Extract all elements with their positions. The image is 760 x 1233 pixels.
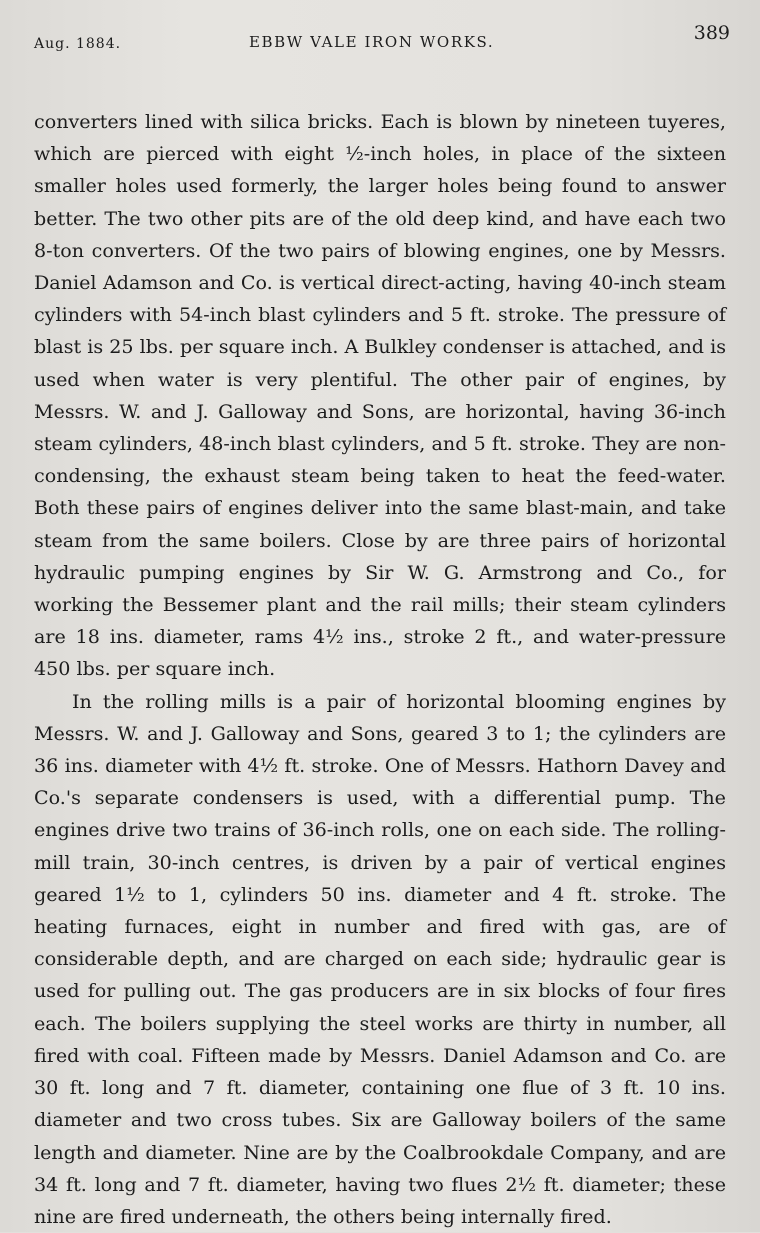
running-head	[34, 20, 736, 68]
paragraph-continuation: converters lined with silica bricks. Each is blown by nineteen tuyeres, which are pierced with eight ½-inch holes, in place of the sixteen smaller holes used formerly, the larger holes being found to answer better. The two other pits are of the old deep kind, and have each two 8-ton converters. Of the two pairs of blowing engines, one by Messrs. Daniel Adamson and Co. is vertical direct-acting, having 40-inch steam cylinders with 54-inch blast cylinders and 5 ft. stroke. The pressure of blast is 25 lbs. per square inch. A Bulkley condenser is attached, and is used when water is very plentiful. The other pair of engines, by Messrs. W. and J. Galloway and Sons, are horizontal, having 36-inch steam cylinders, 48-inch blast cylinders, and 5 ft. stroke. They are non-condensing, the exhaust steam being taken to heat the feed-water. Both these pairs of engines deliver into the same blast-main, and take steam from the same boilers. Close by are three pairs of horizontal hydraulic pumping engines by Sir W. G. Armstrong and Co., for working the Bessemer plant and the rail mills; their steam cylinders are 18 ins. diameter, rams 4½ ins., stroke 2 ft., and water-pressure 450 lbs. per square inch.	[34, 110, 726, 681]
paragraph-rolling-mills: In the rolling mills is a pair of horizontal blooming engines by Messrs. W. and J. Galloway and Sons, geared 3 to 1; the cylinders are 36 ins. diameter with 4½ ft. stroke. One of Messrs. Hathorn Davey and Co.'s separate condensers is used, with a differential pump. The engines drive two trains of 36-inch rolls, one on each side. The rolling-mill train, 30-inch centres, is driven by a pair of vertical engines geared 1½ to 1, cylinders 50 ins. diameter and 4 ft. stroke. The heating furnaces, eight in number and fired with gas, are of considerable depth, and are charged on each side; hydraulic gear is used for pulling out. The gas producers are in six blocks of four fires each. The boilers supplying the steel works are thirty in number, all fired with coal. Fifteen made by Messrs. Daniel Adamson and Co. are 30 ft. long and 7 ft. diameter, containing one flue of 3 ft. 10 ins. diameter and two cross tubes. Six are Galloway boilers of the same length and diameter. Nine are by the Coalbrookdale Company, and are 34 ft. long and 7 ft. diameter, having two flues 2½ ft. diameter; these nine are fired underneath, the others being internally fired.	[34, 689, 726, 1228]
page-number: 389	[693, 22, 730, 44]
header-title: EBBW VALE IRON WORKS.	[249, 33, 495, 51]
body-text	[34, 106, 726, 1233]
header-date: Aug. 1884.	[34, 36, 122, 52]
